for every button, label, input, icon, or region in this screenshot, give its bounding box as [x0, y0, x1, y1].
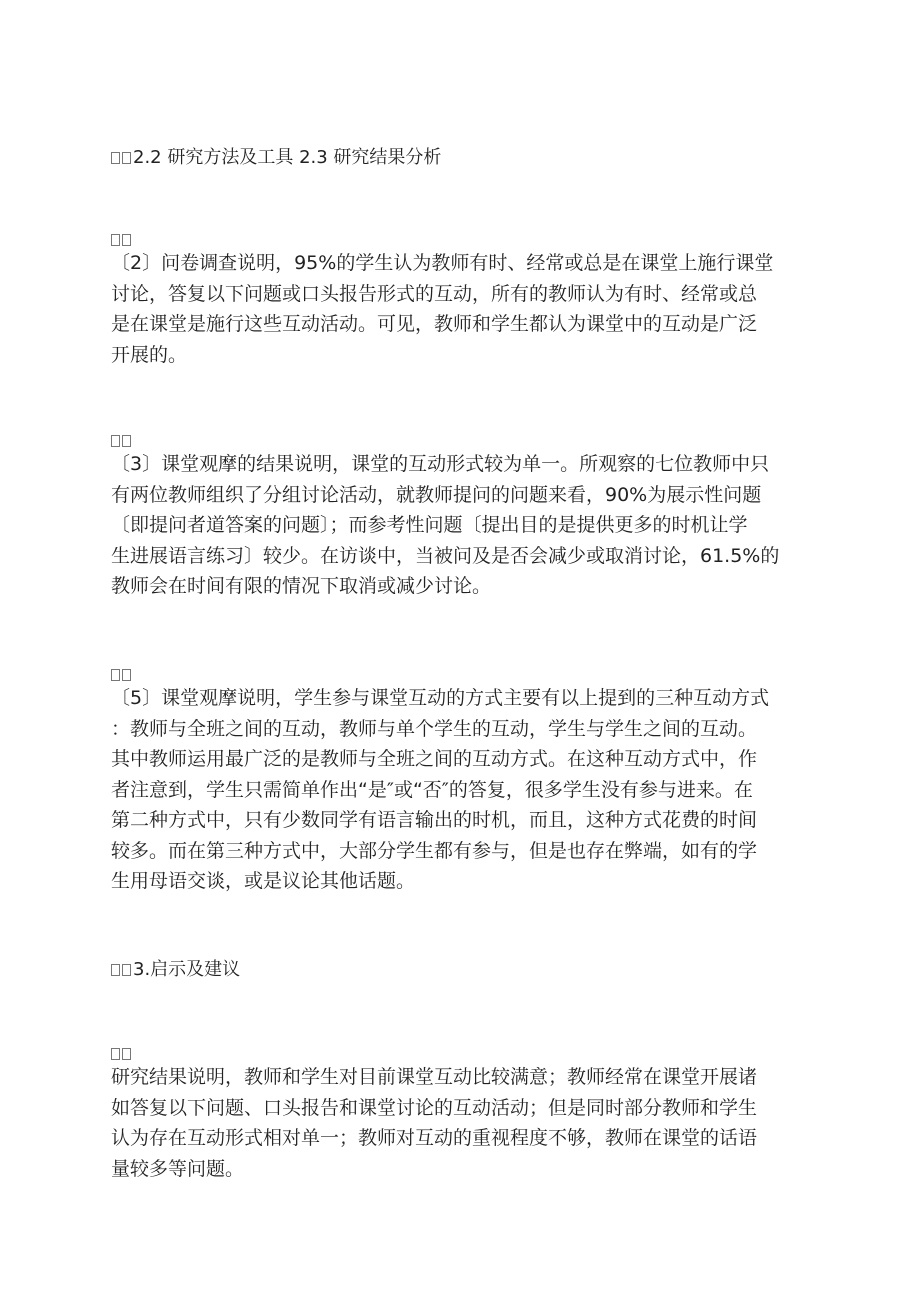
placeholder-glyph-icon [111, 1048, 120, 1060]
placeholder-glyph-icon [111, 964, 120, 976]
paragraph-line: 第二种方式中，只有少数同学有语言输出的时机，而且，这种方式花费的时间 [111, 809, 758, 831]
paragraph-conclusion [111, 1044, 821, 1184]
paragraph-line: 者注意到，学生只需简单作出“是″或“否″的答复，很多学生没有参与进来。在 [111, 778, 753, 801]
paragraph-line: 如答复以下问题、口头报告和课堂讨论的互动活动；但是同时部分教师和学生 [111, 1096, 758, 1119]
placeholder-glyph-icon [122, 964, 131, 976]
placeholder-glyph-icon [122, 1048, 131, 1060]
placeholder-glyph-icon [111, 435, 120, 447]
placeholder-glyphs [111, 230, 821, 248]
paragraph-line: 教师会在时间有限的情况下取消或减少讨论。 [111, 575, 492, 597]
paragraph-line: 有两位教师组织了分组讨论活动，就教师提问的问题来看，90%为展示性问题 [111, 483, 762, 506]
paragraph-line: ：教师与全班之间的互动，教师与单个学生的互动，学生与学生之间的互动。 [111, 717, 758, 740]
paragraph-line: 讨论，答复以下问题或口头报告形式的互动，所有的教师认为有时、经常或总 [111, 282, 758, 305]
section-heading-2-2-2-3 [111, 146, 821, 170]
paragraph-line: 〔5〕课堂观摩说明，学生参与课堂互动的方式主要有以上提到的三种互动方式 [111, 687, 770, 709]
paragraph-line: 研究结果说明，教师和学生对目前课堂互动比较满意；教师经常在课堂开展诸 [111, 1066, 758, 1088]
placeholder-glyph-icon [122, 435, 131, 447]
placeholder-glyphs [111, 1044, 821, 1062]
paragraph-line: 较多。而在第三种方式中，大部分学生都有参与，但是也存在弊端，如有的学 [111, 839, 758, 862]
paragraph-line: 〔即提问者道答案的问题〕；而参考性问题〔提出目的是提供更多的时机让学 [111, 514, 748, 536]
paragraph-line: 〔3〕课堂观摩的结果说明，课堂的互动形式较为单一。所观察的七位教师中只 [111, 453, 770, 475]
paragraph-2 [111, 230, 821, 370]
placeholder-glyph-icon [122, 152, 131, 164]
placeholder-glyphs [111, 431, 821, 449]
placeholder-glyphs [111, 665, 821, 683]
paragraph-line: 是在课堂是施行这些互动活动。可见，教师和学生都认为课堂中的互动是广泛 [111, 313, 758, 335]
paragraph-line: 量较多等问题。 [111, 1157, 245, 1180]
paragraph-line: 生进展语言练习〕较少。在访谈中，当被问及是否会减少或取消讨论，61.5%的 [111, 544, 780, 567]
paragraph-line: 〔2〕问卷调查说明，95%的学生认为教师有时、经常或总是在课堂上施行课堂 [111, 252, 774, 274]
paragraph-3 [111, 431, 821, 602]
section-heading-3 [111, 958, 821, 982]
paragraph-line: 其中教师运用最广泛的是教师与全班之间的互动方式。在这种互动方式中，作 [111, 748, 758, 770]
placeholder-glyph-icon [111, 152, 120, 164]
paragraph-line: 开展的。 [111, 343, 188, 366]
placeholder-glyph-icon [111, 234, 120, 246]
heading-text: 3.启示及建议 [133, 959, 241, 980]
paragraph-line: 认为存在互动形式相对单一；教师对互动的重视程度不够，教师在课堂的话语 [111, 1127, 758, 1149]
placeholder-glyph-icon [111, 669, 120, 681]
paragraph-line: 生用母语交谈，或是议论其他话题。 [111, 870, 416, 892]
placeholder-glyph-icon [122, 234, 131, 246]
heading-text: 2.2 研究方法及工具 2.3 研究结果分析 [133, 147, 442, 168]
placeholder-glyph-icon [122, 669, 131, 681]
paragraph-5 [111, 665, 821, 897]
